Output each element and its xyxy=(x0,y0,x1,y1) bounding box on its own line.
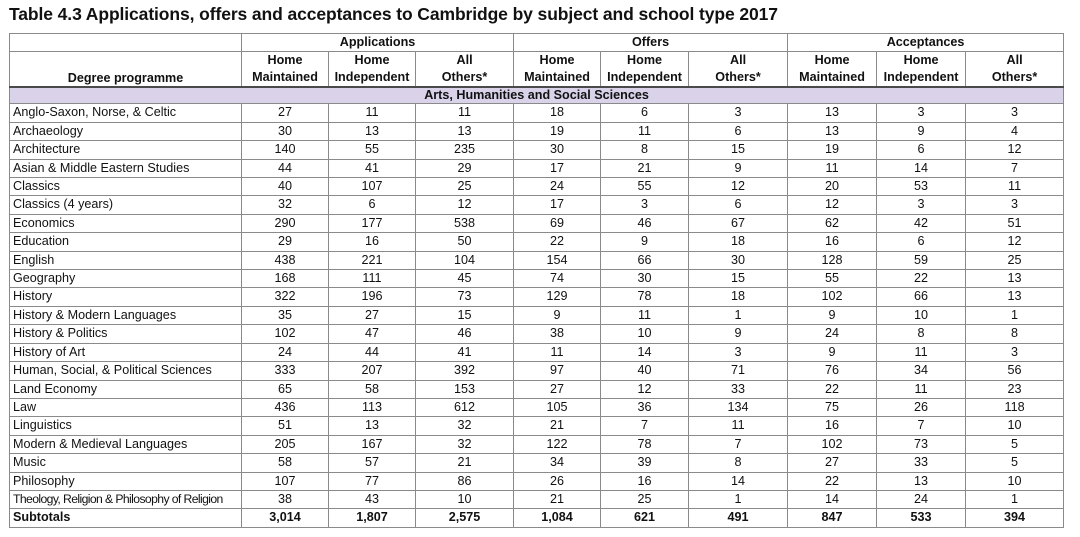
cell-acceptances-home-independent: 11 xyxy=(877,343,966,361)
table-row xyxy=(10,233,1064,251)
header-line-1: Home xyxy=(267,53,303,68)
cell-offers-home-independent: 8 xyxy=(601,141,689,159)
header-applications-home-independent xyxy=(329,52,416,88)
cell-applications-home-maintained: 290 xyxy=(242,214,329,232)
degree-programme-name: Theology, Religion & Philosophy of Religion xyxy=(10,490,242,508)
cell-acceptances-home-maintained: 55 xyxy=(788,270,877,288)
cell-acceptances-all-others: 3 xyxy=(966,196,1064,214)
cell-applications-home-maintained: 333 xyxy=(242,362,329,380)
cell-applications-all-others: 45 xyxy=(416,270,514,288)
header-line-1: Home xyxy=(627,53,663,68)
degree-programme-name: Economics xyxy=(10,214,242,232)
subtotal-applications-home-independent: 1,807 xyxy=(329,509,416,527)
cell-acceptances-all-others: 1 xyxy=(966,306,1064,324)
header-line-1: Home xyxy=(354,53,390,68)
cell-offers-home-maintained: 30 xyxy=(514,141,601,159)
cell-applications-home-maintained: 168 xyxy=(242,270,329,288)
header-offers: Offers xyxy=(514,34,788,52)
table-row xyxy=(10,159,1064,177)
cell-applications-home-maintained: 436 xyxy=(242,398,329,416)
cell-applications-home-maintained: 438 xyxy=(242,251,329,269)
table-row xyxy=(10,251,1064,269)
cell-offers-home-independent: 14 xyxy=(601,343,689,361)
cell-offers-home-independent: 16 xyxy=(601,472,689,490)
cell-offers-home-maintained: 97 xyxy=(514,362,601,380)
subtotal-acceptances-home-maintained: 847 xyxy=(788,509,877,527)
degree-programme-name: Classics xyxy=(10,178,242,196)
cell-offers-home-independent: 12 xyxy=(601,380,689,398)
cell-applications-all-others: 29 xyxy=(416,159,514,177)
cell-acceptances-all-others: 1 xyxy=(966,490,1064,508)
cell-applications-home-independent: 27 xyxy=(329,306,416,324)
cell-applications-home-independent: 111 xyxy=(329,270,416,288)
header-line-2: Independent xyxy=(607,70,682,85)
cell-applications-all-others: 46 xyxy=(416,325,514,343)
cell-acceptances-all-others: 7 xyxy=(966,159,1064,177)
cell-applications-all-others: 11 xyxy=(416,104,514,122)
cell-acceptances-home-maintained: 22 xyxy=(788,380,877,398)
degree-programme-name: Architecture xyxy=(10,141,242,159)
cell-offers-all-others: 8 xyxy=(689,454,788,472)
header-offers-home-maintained xyxy=(514,52,601,88)
cell-acceptances-home-independent: 73 xyxy=(877,435,966,453)
cell-acceptances-all-others: 25 xyxy=(966,251,1064,269)
cell-applications-all-others: 32 xyxy=(416,417,514,435)
cell-acceptances-home-maintained: 11 xyxy=(788,159,877,177)
subtotal-row xyxy=(10,509,1064,527)
cell-acceptances-home-independent: 33 xyxy=(877,454,966,472)
cell-offers-home-maintained: 19 xyxy=(514,122,601,140)
cell-acceptances-home-independent: 24 xyxy=(877,490,966,508)
cell-applications-home-independent: 196 xyxy=(329,288,416,306)
cell-offers-home-maintained: 21 xyxy=(514,417,601,435)
cell-offers-home-independent: 39 xyxy=(601,454,689,472)
cell-offers-all-others: 67 xyxy=(689,214,788,232)
header-line-2: Others* xyxy=(441,70,488,85)
cell-acceptances-all-others: 10 xyxy=(966,472,1064,490)
cell-acceptances-home-maintained: 75 xyxy=(788,398,877,416)
table-row xyxy=(10,196,1064,214)
cell-applications-home-independent: 167 xyxy=(329,435,416,453)
cell-offers-home-maintained: 34 xyxy=(514,454,601,472)
cell-offers-home-maintained: 17 xyxy=(514,159,601,177)
cell-acceptances-all-others: 51 xyxy=(966,214,1064,232)
cell-acceptances-home-maintained: 9 xyxy=(788,343,877,361)
cell-acceptances-home-independent: 8 xyxy=(877,325,966,343)
cell-acceptances-all-others: 5 xyxy=(966,454,1064,472)
subtotal-applications-home-maintained: 3,014 xyxy=(242,509,329,527)
cell-offers-all-others: 15 xyxy=(689,141,788,159)
cell-offers-home-independent: 3 xyxy=(601,196,689,214)
section-header: Arts, Humanities and Social Sciences xyxy=(10,87,1064,104)
cell-offers-home-maintained: 38 xyxy=(514,325,601,343)
cell-acceptances-all-others: 5 xyxy=(966,435,1064,453)
cell-applications-home-maintained: 58 xyxy=(242,454,329,472)
cell-applications-home-maintained: 322 xyxy=(242,288,329,306)
cell-offers-home-independent: 9 xyxy=(601,233,689,251)
cell-acceptances-home-maintained: 9 xyxy=(788,306,877,324)
cell-acceptances-home-independent: 6 xyxy=(877,233,966,251)
table-row xyxy=(10,417,1064,435)
cell-offers-home-maintained: 122 xyxy=(514,435,601,453)
cell-offers-home-independent: 10 xyxy=(601,325,689,343)
cell-acceptances-home-independent: 22 xyxy=(877,270,966,288)
header-blank xyxy=(10,34,242,52)
cell-offers-home-independent: 66 xyxy=(601,251,689,269)
cell-acceptances-home-independent: 66 xyxy=(877,288,966,306)
cell-applications-home-independent: 113 xyxy=(329,398,416,416)
cell-acceptances-home-independent: 6 xyxy=(877,141,966,159)
cell-offers-home-maintained: 17 xyxy=(514,196,601,214)
cell-applications-home-independent: 55 xyxy=(329,141,416,159)
cell-acceptances-home-maintained: 62 xyxy=(788,214,877,232)
cell-acceptances-home-independent: 3 xyxy=(877,104,966,122)
header-applications-home-maintained xyxy=(242,52,329,88)
cell-acceptances-home-maintained: 128 xyxy=(788,251,877,269)
cell-offers-all-others: 12 xyxy=(689,178,788,196)
cell-applications-all-others: 15 xyxy=(416,306,514,324)
cell-applications-all-others: 13 xyxy=(416,122,514,140)
table-row xyxy=(10,343,1064,361)
degree-programme-label: Degree programme xyxy=(67,71,184,86)
cell-acceptances-all-others: 4 xyxy=(966,122,1064,140)
cell-acceptances-home-maintained: 14 xyxy=(788,490,877,508)
degree-programme-name: Anglo-Saxon, Norse, & Celtic xyxy=(10,104,242,122)
header-applications-all-others xyxy=(416,52,514,88)
cell-offers-home-maintained: 69 xyxy=(514,214,601,232)
table-row xyxy=(10,454,1064,472)
cell-offers-all-others: 6 xyxy=(689,122,788,140)
cell-acceptances-all-others: 13 xyxy=(966,288,1064,306)
cell-acceptances-all-others: 12 xyxy=(966,141,1064,159)
degree-programme-name: Human, Social, & Political Sciences xyxy=(10,362,242,380)
cell-offers-all-others: 1 xyxy=(689,306,788,324)
cell-acceptances-all-others: 11 xyxy=(966,178,1064,196)
table-row xyxy=(10,398,1064,416)
header-line-1: Home xyxy=(814,53,850,68)
degree-programme-name: Archaeology xyxy=(10,122,242,140)
degree-programme-name: Asian & Middle Eastern Studies xyxy=(10,159,242,177)
table-row xyxy=(10,178,1064,196)
header-line-2: Independent xyxy=(883,70,959,85)
cell-applications-home-independent: 43 xyxy=(329,490,416,508)
cell-offers-all-others: 134 xyxy=(689,398,788,416)
cell-applications-all-others: 21 xyxy=(416,454,514,472)
header-line-1: All xyxy=(456,53,473,68)
cell-acceptances-home-maintained: 12 xyxy=(788,196,877,214)
cell-acceptances-home-independent: 34 xyxy=(877,362,966,380)
cell-offers-all-others: 11 xyxy=(689,417,788,435)
table-row xyxy=(10,306,1064,324)
cell-acceptances-home-maintained: 20 xyxy=(788,178,877,196)
cell-offers-home-independent: 25 xyxy=(601,490,689,508)
degree-programme-name: History & Politics xyxy=(10,325,242,343)
cell-acceptances-home-independent: 10 xyxy=(877,306,966,324)
cell-acceptances-all-others: 13 xyxy=(966,270,1064,288)
cell-acceptances-home-independent: 42 xyxy=(877,214,966,232)
cell-offers-all-others: 14 xyxy=(689,472,788,490)
cell-acceptances-all-others: 10 xyxy=(966,417,1064,435)
cell-offers-home-independent: 6 xyxy=(601,104,689,122)
cell-applications-all-others: 104 xyxy=(416,251,514,269)
table-row xyxy=(10,362,1064,380)
cell-applications-home-independent: 13 xyxy=(329,122,416,140)
table-row xyxy=(10,104,1064,122)
cell-acceptances-home-independent: 9 xyxy=(877,122,966,140)
header-degree-programme xyxy=(10,52,242,88)
cell-offers-home-independent: 78 xyxy=(601,435,689,453)
degree-programme-name: Classics (4 years) xyxy=(10,196,242,214)
cell-acceptances-home-independent: 26 xyxy=(877,398,966,416)
cell-acceptances-all-others: 23 xyxy=(966,380,1064,398)
cell-acceptances-home-maintained: 13 xyxy=(788,104,877,122)
cell-offers-all-others: 7 xyxy=(689,435,788,453)
cell-offers-home-maintained: 74 xyxy=(514,270,601,288)
cell-offers-all-others: 1 xyxy=(689,490,788,508)
degree-programme-name: Philosophy xyxy=(10,472,242,490)
header-acceptances-home-maintained xyxy=(788,52,877,88)
table-row xyxy=(10,325,1064,343)
cell-offers-home-maintained: 18 xyxy=(514,104,601,122)
header-acceptances-home-independent xyxy=(877,52,966,88)
degree-programme-name: Law xyxy=(10,398,242,416)
cell-applications-home-maintained: 44 xyxy=(242,159,329,177)
cell-applications-all-others: 73 xyxy=(416,288,514,306)
cell-offers-all-others: 3 xyxy=(689,343,788,361)
subtotal-acceptances-all-others: 394 xyxy=(966,509,1064,527)
table-row xyxy=(10,122,1064,140)
cell-acceptances-home-independent: 7 xyxy=(877,417,966,435)
header-offers-home-independent xyxy=(601,52,689,88)
cell-applications-home-maintained: 29 xyxy=(242,233,329,251)
header-line-2: Maintained xyxy=(799,70,865,85)
cell-offers-home-maintained: 105 xyxy=(514,398,601,416)
cell-applications-home-independent: 41 xyxy=(329,159,416,177)
degree-programme-name: History of Art xyxy=(10,343,242,361)
cell-offers-home-independent: 78 xyxy=(601,288,689,306)
cell-applications-home-maintained: 40 xyxy=(242,178,329,196)
table-row xyxy=(10,288,1064,306)
cell-acceptances-home-independent: 3 xyxy=(877,196,966,214)
cell-applications-home-independent: 44 xyxy=(329,343,416,361)
cell-offers-all-others: 15 xyxy=(689,270,788,288)
header-line-2: Others* xyxy=(715,70,761,85)
cell-acceptances-home-maintained: 102 xyxy=(788,288,877,306)
cell-offers-all-others: 30 xyxy=(689,251,788,269)
cell-offers-home-independent: 30 xyxy=(601,270,689,288)
cell-offers-home-independent: 21 xyxy=(601,159,689,177)
cell-offers-home-maintained: 24 xyxy=(514,178,601,196)
cell-offers-home-independent: 7 xyxy=(601,417,689,435)
header-acceptances-all-others xyxy=(966,52,1064,88)
cell-applications-all-others: 32 xyxy=(416,435,514,453)
cell-applications-home-independent: 57 xyxy=(329,454,416,472)
cell-acceptances-home-independent: 59 xyxy=(877,251,966,269)
table-row xyxy=(10,472,1064,490)
header-line-1: All xyxy=(730,53,747,68)
cell-applications-home-independent: 221 xyxy=(329,251,416,269)
cell-applications-home-maintained: 32 xyxy=(242,196,329,214)
cell-applications-home-maintained: 205 xyxy=(242,435,329,453)
degree-programme-name: English xyxy=(10,251,242,269)
subtotal-offers-home-maintained: 1,084 xyxy=(514,509,601,527)
cell-applications-all-others: 41 xyxy=(416,343,514,361)
cell-acceptances-all-others: 3 xyxy=(966,343,1064,361)
cell-offers-home-independent: 11 xyxy=(601,122,689,140)
subtotal-offers-all-others: 491 xyxy=(689,509,788,527)
cell-offers-home-maintained: 11 xyxy=(514,343,601,361)
cell-offers-home-maintained: 27 xyxy=(514,380,601,398)
cell-offers-all-others: 9 xyxy=(689,325,788,343)
table-row xyxy=(10,270,1064,288)
cell-offers-home-independent: 55 xyxy=(601,178,689,196)
cell-acceptances-home-maintained: 27 xyxy=(788,454,877,472)
cell-acceptances-home-independent: 53 xyxy=(877,178,966,196)
cell-applications-home-maintained: 35 xyxy=(242,306,329,324)
header-line-1: Home xyxy=(903,53,939,68)
table-row xyxy=(10,141,1064,159)
cell-applications-home-independent: 177 xyxy=(329,214,416,232)
cell-offers-all-others: 18 xyxy=(689,233,788,251)
cell-acceptances-home-maintained: 16 xyxy=(788,233,877,251)
degree-programme-name: History & Modern Languages xyxy=(10,306,242,324)
cell-applications-home-maintained: 65 xyxy=(242,380,329,398)
cell-offers-all-others: 9 xyxy=(689,159,788,177)
cell-applications-all-others: 25 xyxy=(416,178,514,196)
subtotal-offers-home-independent: 621 xyxy=(601,509,689,527)
degree-programme-name: Modern & Medieval Languages xyxy=(10,435,242,453)
cell-acceptances-home-independent: 11 xyxy=(877,380,966,398)
cell-applications-home-independent: 47 xyxy=(329,325,416,343)
cell-acceptances-all-others: 8 xyxy=(966,325,1064,343)
subtotal-applications-all-others: 2,575 xyxy=(416,509,514,527)
header-offers-all-others xyxy=(689,52,788,88)
cell-offers-home-independent: 46 xyxy=(601,214,689,232)
cell-applications-all-others: 392 xyxy=(416,362,514,380)
cell-acceptances-home-maintained: 102 xyxy=(788,435,877,453)
subtotal-acceptances-home-independent: 533 xyxy=(877,509,966,527)
cell-applications-home-maintained: 30 xyxy=(242,122,329,140)
degree-programme-name: Land Economy xyxy=(10,380,242,398)
degree-programme-name: Geography xyxy=(10,270,242,288)
cell-applications-home-maintained: 38 xyxy=(242,490,329,508)
cell-offers-all-others: 71 xyxy=(689,362,788,380)
degree-programme-name: History xyxy=(10,288,242,306)
header-line-2: Others* xyxy=(991,70,1038,85)
cell-applications-home-maintained: 102 xyxy=(242,325,329,343)
cell-applications-home-independent: 58 xyxy=(329,380,416,398)
header-line-2: Maintained xyxy=(252,70,318,85)
cell-acceptances-home-independent: 14 xyxy=(877,159,966,177)
cell-acceptances-all-others: 3 xyxy=(966,104,1064,122)
header-line-2: Independent xyxy=(334,70,410,85)
cell-applications-all-others: 10 xyxy=(416,490,514,508)
cell-offers-home-independent: 40 xyxy=(601,362,689,380)
cell-acceptances-home-maintained: 76 xyxy=(788,362,877,380)
header-applications: Applications xyxy=(242,34,514,52)
header-line-1: Home xyxy=(539,53,575,68)
subtotal-label: Subtotals xyxy=(10,509,242,527)
header-line-1: All xyxy=(1006,53,1023,68)
table-row xyxy=(10,435,1064,453)
cell-offers-home-independent: 36 xyxy=(601,398,689,416)
cell-applications-home-independent: 16 xyxy=(329,233,416,251)
data-table xyxy=(9,33,1064,528)
cell-applications-home-maintained: 51 xyxy=(242,417,329,435)
cell-offers-home-maintained: 129 xyxy=(514,288,601,306)
cell-acceptances-home-maintained: 13 xyxy=(788,122,877,140)
cell-offers-home-maintained: 26 xyxy=(514,472,601,490)
cell-offers-home-maintained: 9 xyxy=(514,306,601,324)
cell-acceptances-home-maintained: 19 xyxy=(788,141,877,159)
cell-applications-home-maintained: 27 xyxy=(242,104,329,122)
cell-acceptances-home-maintained: 22 xyxy=(788,472,877,490)
cell-applications-home-independent: 77 xyxy=(329,472,416,490)
cell-applications-all-others: 50 xyxy=(416,233,514,251)
cell-offers-all-others: 18 xyxy=(689,288,788,306)
cell-applications-all-others: 153 xyxy=(416,380,514,398)
degree-programme-name: Linguistics xyxy=(10,417,242,435)
cell-offers-home-independent: 11 xyxy=(601,306,689,324)
header-acceptances: Acceptances xyxy=(788,34,1064,52)
table-row xyxy=(10,380,1064,398)
cell-offers-all-others: 6 xyxy=(689,196,788,214)
cell-acceptances-all-others: 118 xyxy=(966,398,1064,416)
degree-programme-name: Education xyxy=(10,233,242,251)
cell-applications-all-others: 538 xyxy=(416,214,514,232)
cell-offers-all-others: 33 xyxy=(689,380,788,398)
cell-offers-home-maintained: 154 xyxy=(514,251,601,269)
cell-acceptances-all-others: 12 xyxy=(966,233,1064,251)
cell-applications-home-maintained: 140 xyxy=(242,141,329,159)
table-row xyxy=(10,214,1064,232)
cell-applications-all-others: 612 xyxy=(416,398,514,416)
cell-applications-all-others: 235 xyxy=(416,141,514,159)
cell-applications-home-maintained: 107 xyxy=(242,472,329,490)
cell-offers-home-maintained: 21 xyxy=(514,490,601,508)
cell-applications-home-independent: 11 xyxy=(329,104,416,122)
cell-acceptances-all-others: 56 xyxy=(966,362,1064,380)
cell-offers-all-others: 3 xyxy=(689,104,788,122)
table-row xyxy=(10,490,1064,508)
cell-acceptances-home-maintained: 16 xyxy=(788,417,877,435)
cell-applications-home-independent: 6 xyxy=(329,196,416,214)
cell-acceptances-home-independent: 13 xyxy=(877,472,966,490)
degree-programme-name: Music xyxy=(10,454,242,472)
cell-applications-home-independent: 207 xyxy=(329,362,416,380)
table-title: Table 4.3 Applications, offers and acceptances to Cambridge by subject and school type 2017 xyxy=(9,4,778,24)
cell-applications-home-independent: 107 xyxy=(329,178,416,196)
cell-applications-home-independent: 13 xyxy=(329,417,416,435)
cell-acceptances-home-maintained: 24 xyxy=(788,325,877,343)
cell-applications-all-others: 86 xyxy=(416,472,514,490)
cell-applications-home-maintained: 24 xyxy=(242,343,329,361)
cell-applications-all-others: 12 xyxy=(416,196,514,214)
cell-offers-home-maintained: 22 xyxy=(514,233,601,251)
header-line-2: Maintained xyxy=(524,70,590,85)
